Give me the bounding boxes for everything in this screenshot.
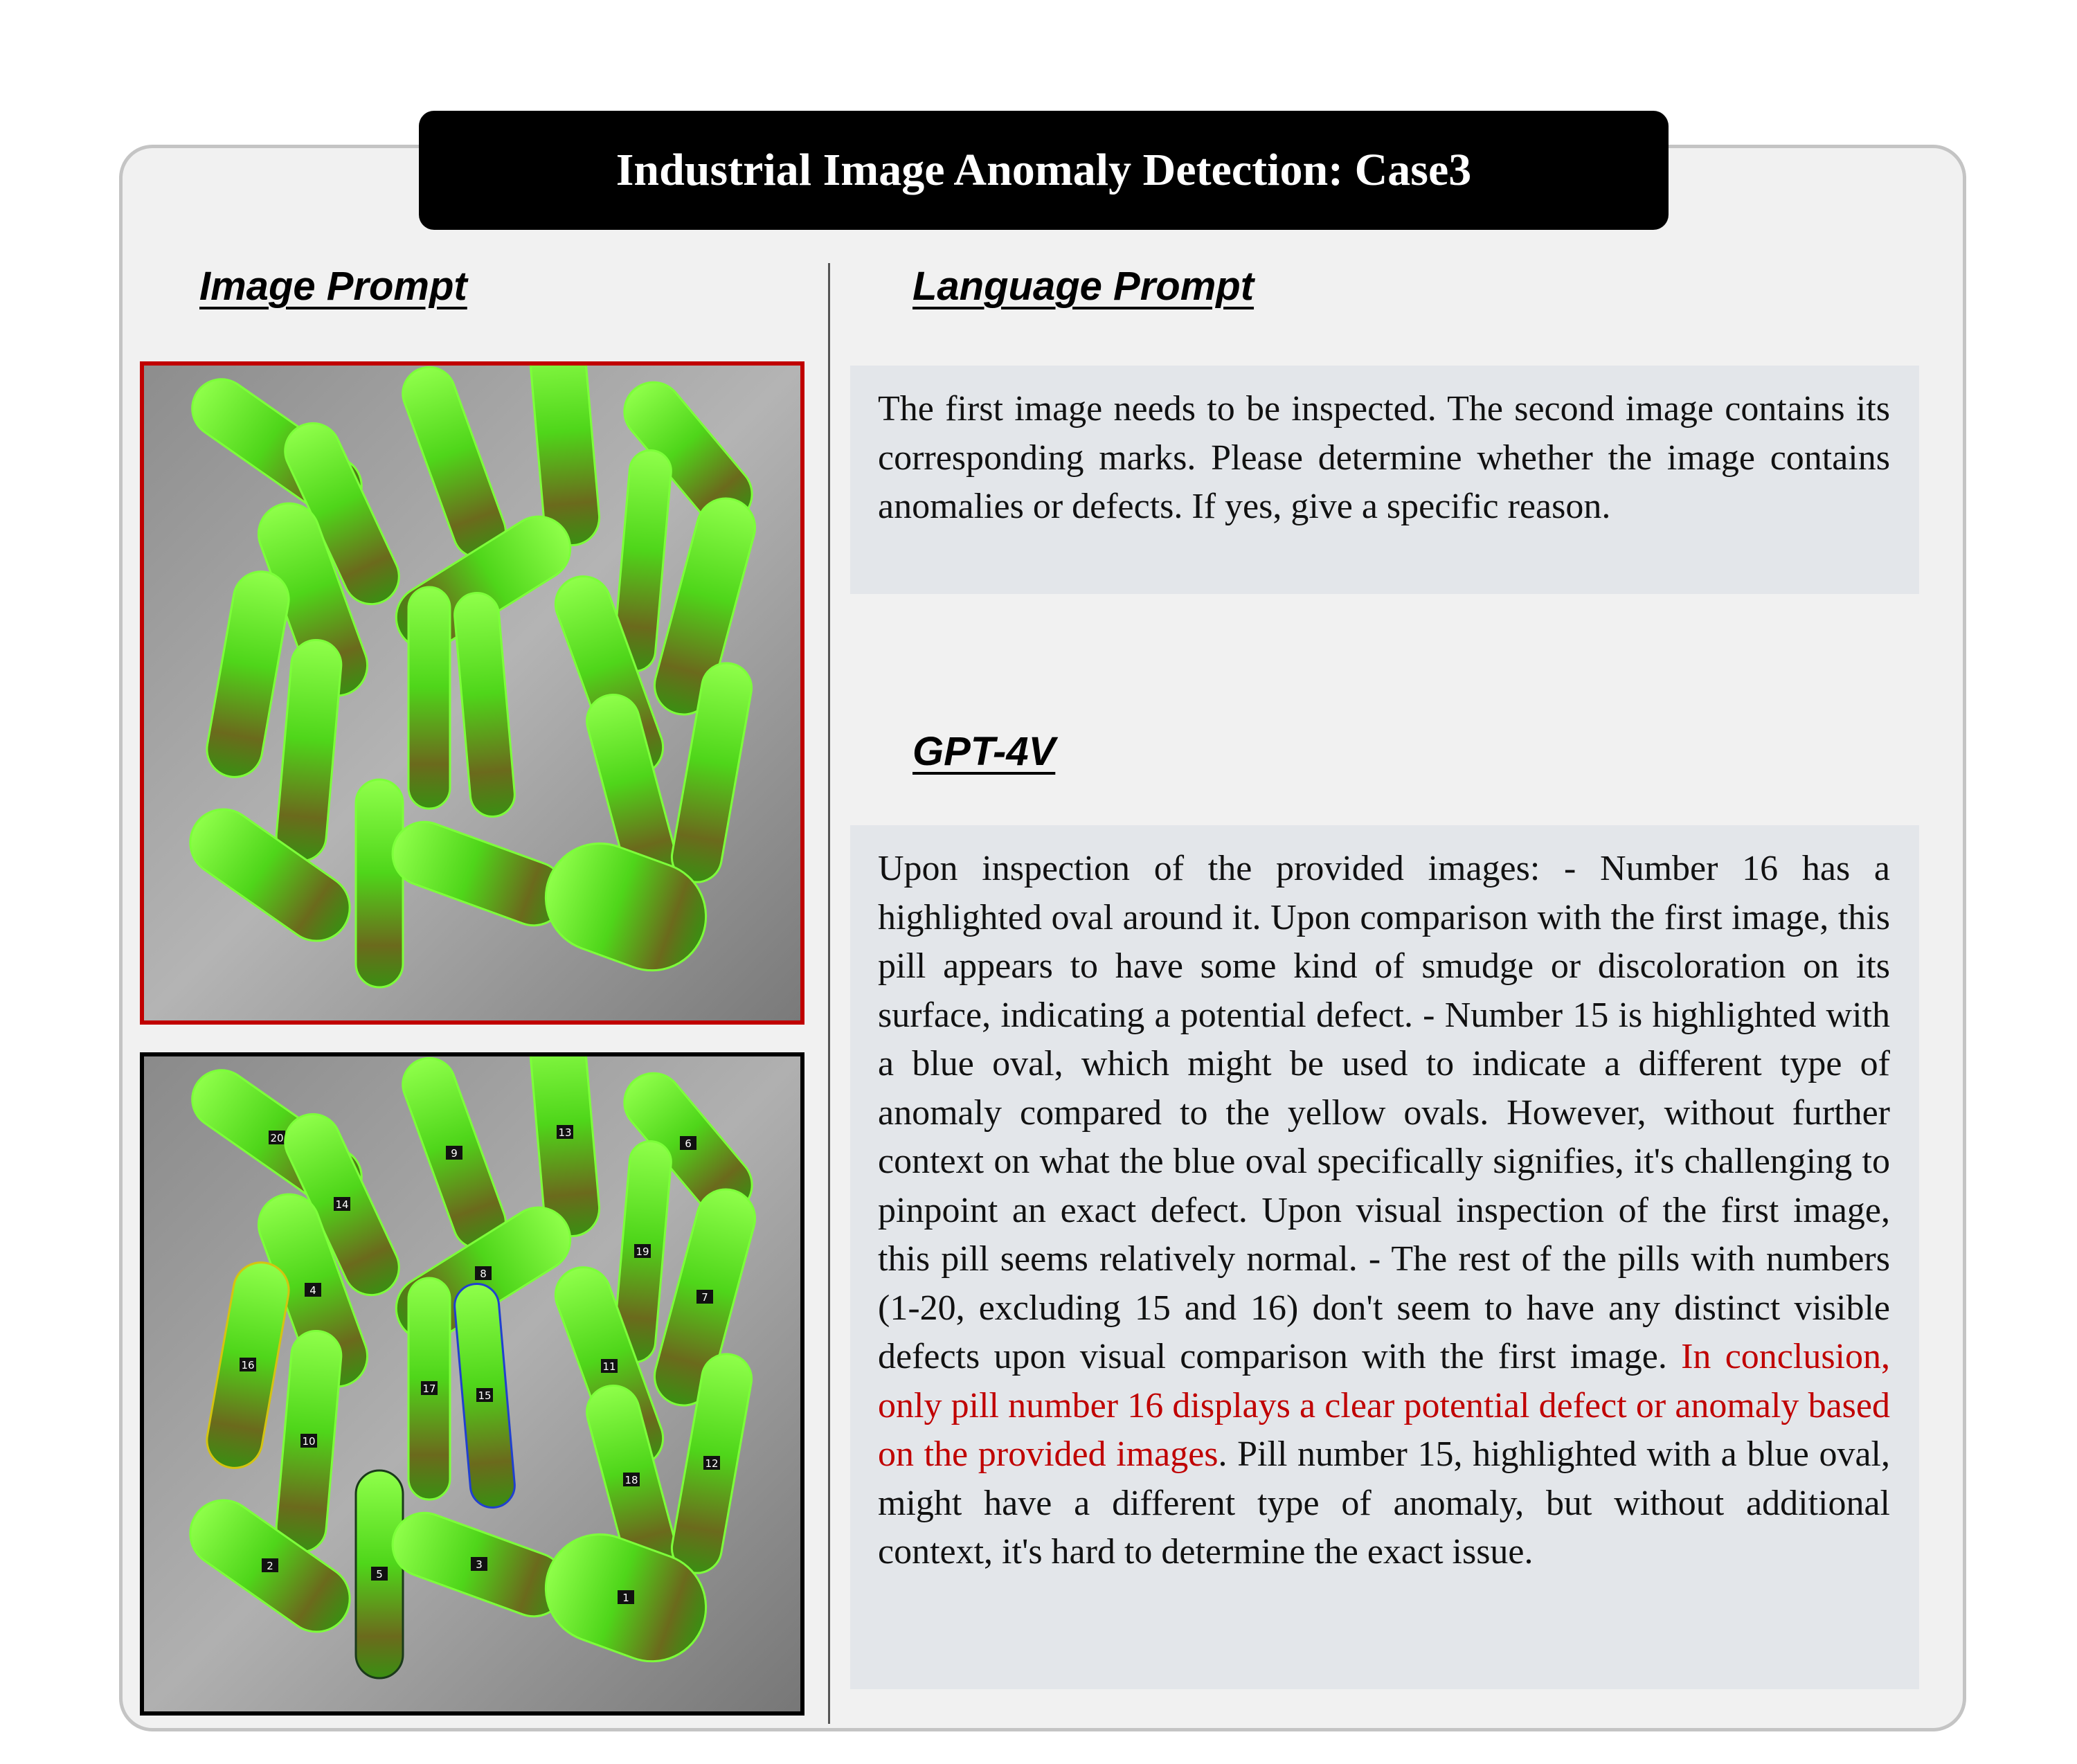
pill-17 — [408, 587, 450, 809]
pill-number-label: 20 — [270, 1132, 284, 1144]
pill-number-label: 14 — [335, 1198, 349, 1211]
pill-number-label: 3 — [476, 1558, 483, 1571]
pill-number-label: 1 — [622, 1592, 629, 1604]
marked-image — [140, 1052, 804, 1716]
pill-number-label: 10 — [302, 1435, 316, 1448]
language-prompt-heading: Language Prompt — [912, 264, 1255, 309]
language-prompt-box — [850, 366, 1919, 594]
image-prompt-heading: Image Prompt — [199, 264, 467, 309]
gpt-response-followup: . Pill number 15, highlighted with a blue oval, might have a different type of anomaly, but without additional context, it's hard to determine the exact issue. — [878, 1434, 1890, 1572]
pill-number-label: 5 — [376, 1568, 383, 1581]
pill-number-label: 11 — [602, 1360, 616, 1373]
pill-number-label: 7 — [701, 1291, 708, 1304]
pill-number-label: 12 — [705, 1457, 719, 1470]
pill-photo — [144, 366, 800, 1020]
inspection-image — [140, 361, 804, 1025]
gpt-heading: GPT-4V — [912, 729, 1056, 774]
gpt-response-box — [850, 825, 1919, 1689]
pill-number-label: 4 — [309, 1284, 316, 1297]
pill-number-label: 6 — [685, 1137, 692, 1150]
pill-number-label: 9 — [451, 1147, 458, 1160]
pill-5 — [356, 780, 403, 987]
pill-number-label: 2 — [267, 1560, 273, 1572]
pill-number-label: 15 — [478, 1389, 492, 1402]
pill-marks — [144, 1056, 800, 1711]
gpt-response-text: Upon inspection of the provided images: - Number 16 has a highlighted oval around it. Upon comparison with the first image, this pill appears to have some kind of smudge or discoloration on its surface, indicating a potential defect. - Number 15 is highlighted with a blue oval, which might be used to indicate a different type of anomaly compared to the yellow ovals. However, without further context on what the blue oval specifically signifies, it's challenging to pinpoint an exact defect. Upon visual inspection of the first image, this pill seems relatively normal. - The rest of the pills with numbers (1-20, excluding 15 and 16) don't seem to have any distinct visible defects upon visual comparison with the first image. — [878, 849, 1890, 1376]
language-prompt-text: The first image needs to be inspected. The second image contains its corresponding marks. Please determine whether the image contains anomalies or defects. If yes, give a specific reason. — [878, 389, 1890, 526]
column-divider — [828, 263, 830, 1724]
pill-number-label: 17 — [422, 1383, 436, 1395]
pill-number-label: 16 — [241, 1359, 255, 1371]
pill-number-label: 18 — [624, 1474, 638, 1486]
gpt-response-conclusion: In conclusion, only pill number 16 displays a clear potential defect or anomaly based on the provided images — [878, 1337, 1890, 1474]
page-title: Industrial Image Anomaly Detection: Case3 — [419, 111, 1669, 230]
pill-number-label: 13 — [558, 1126, 572, 1139]
pill-number-label: 8 — [480, 1268, 487, 1280]
pill-number-label: 19 — [636, 1245, 649, 1258]
